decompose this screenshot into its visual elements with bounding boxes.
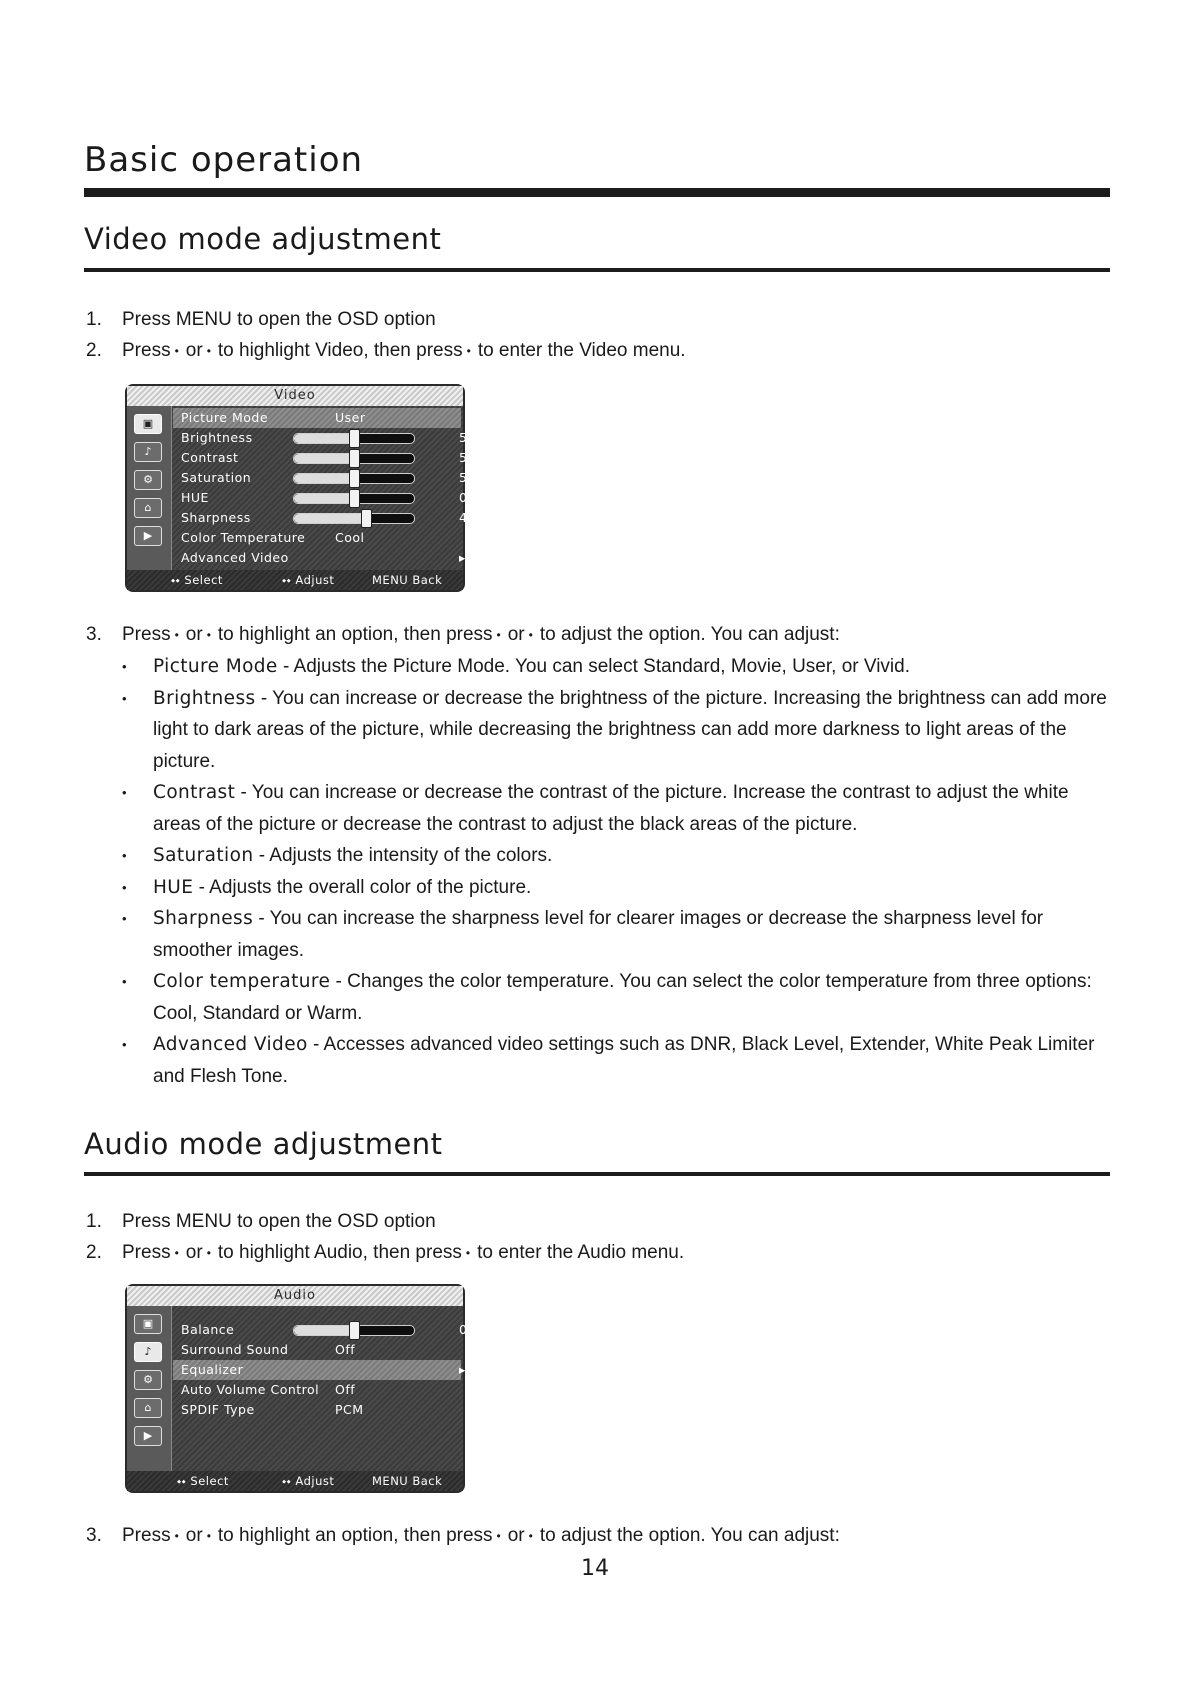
option-term: Color temperature — [153, 971, 331, 992]
osd-item-value: PCM — [335, 1402, 364, 1417]
list-item — [120, 1029, 1110, 1092]
osd-menu-item[interactable] — [173, 468, 476, 488]
button-dot-icon: • — [206, 343, 211, 358]
option-term: Brightness — [153, 687, 256, 709]
step-text: or — [185, 624, 203, 645]
osd-menu-item[interactable] — [173, 488, 468, 508]
step-text: to enter the Video menu. — [477, 340, 686, 361]
osd-menu-item[interactable] — [173, 528, 461, 548]
step-text: to highlight an option, then press — [217, 1525, 493, 1546]
step-text: Press — [122, 1525, 171, 1546]
osd-footer-adjust: ⬩⬩ Adjust — [282, 573, 335, 587]
picture-category-icon: ▣ — [134, 1314, 162, 1334]
step-text: or — [507, 1525, 525, 1546]
osd-menu-item[interactable] — [173, 408, 461, 428]
step-number: 1. — [86, 1211, 102, 1232]
osd-item-label: Brightness — [181, 430, 253, 445]
step-text: Press MENU to open the OSD option — [122, 309, 436, 330]
button-dot-icon: • — [528, 627, 533, 642]
osd-category-sidebar — [127, 406, 172, 570]
video-osd-menu — [125, 384, 476, 592]
button-dot-icon: • — [174, 627, 179, 642]
osd-item-label: Color Temperature — [181, 530, 306, 545]
osd-item-label: Picture Mode — [181, 410, 269, 425]
osd-level-slider[interactable] — [293, 493, 415, 504]
page-title: Basic operation — [84, 140, 364, 180]
osd-title: Audio — [127, 1286, 463, 1306]
option-description: - Changes the color temperature. You can select the color temperature from three options: Cool, Standard or Warm. — [153, 971, 1092, 1024]
step-text: to adjust the option. You can adjust: — [539, 624, 840, 645]
option-term: Contrast — [153, 782, 236, 803]
setup-category-icon: ⚙ — [134, 1370, 162, 1390]
step-text: to highlight Audio, then press — [217, 1242, 462, 1263]
osd-menu-item[interactable] — [173, 1360, 466, 1380]
step-text: Press — [122, 624, 171, 645]
step-text: to highlight an option, then press — [217, 624, 493, 645]
osd-level-slider[interactable] — [293, 433, 415, 444]
step-text: Press MENU to open the OSD option — [122, 1211, 436, 1232]
audio-step-2 — [86, 1242, 684, 1264]
audio-section-title: Audio mode adjustment — [84, 1127, 443, 1161]
option-description: - Adjusts the intensity of the colors. — [253, 845, 553, 866]
slider-knob[interactable] — [361, 509, 372, 528]
osd-title: Video — [127, 386, 463, 406]
osd-menu-item[interactable] — [173, 1380, 461, 1400]
osd-category-sidebar — [127, 1306, 172, 1471]
step-number: 3. — [86, 1525, 102, 1546]
osd-menu-item[interactable] — [173, 548, 466, 568]
osd-item-value: 50 — [459, 450, 476, 465]
osd-item-value: Cool — [335, 530, 365, 545]
button-dot-icon: • — [496, 1528, 501, 1543]
osd-item-label: Auto Volume Control — [181, 1382, 320, 1397]
step-number: 2. — [86, 1242, 102, 1263]
step-text: Press — [122, 340, 171, 361]
channel-category-icon: ▶ — [134, 1426, 162, 1446]
option-description: - You can increase the sharpness level for clearer images or decrease the sharpness level for smoother images. — [153, 908, 1044, 961]
button-dot-icon: • — [496, 627, 501, 642]
option-description: - You can increase or decrease the brightness of the picture. Increasing the brightness can add more light to dark areas of the picture, while decreasing the brightness can add more darkness to light areas of the picture. — [153, 687, 1107, 772]
osd-level-slider[interactable] — [293, 473, 415, 484]
list-item — [120, 777, 1110, 840]
audio-osd-menu — [125, 1284, 468, 1493]
lock-category-icon: ⌂ — [134, 1398, 162, 1418]
slider-knob[interactable] — [349, 469, 360, 488]
button-dot-icon: • — [206, 1528, 211, 1543]
step-number: 2. — [86, 340, 102, 361]
osd-level-slider[interactable] — [293, 513, 415, 524]
button-dot-icon: • — [466, 343, 471, 358]
osd-item-label: Advanced Video — [181, 550, 289, 565]
option-term: Advanced Video — [153, 1034, 308, 1055]
video-option-list — [120, 651, 1110, 1092]
submenu-arrow-icon: ▸ — [459, 550, 466, 565]
osd-footer — [127, 570, 463, 590]
osd-menu-item[interactable] — [173, 1400, 461, 1420]
step-number: 1. — [86, 309, 102, 330]
step-number: 3. — [86, 624, 102, 645]
osd-footer-select: ⬩⬩ Select — [171, 573, 223, 587]
button-dot-icon: • — [174, 1528, 179, 1543]
audio-category-icon: ♪ — [134, 442, 162, 462]
osd-item-label: Contrast — [181, 450, 239, 465]
osd-level-slider[interactable] — [293, 453, 415, 464]
option-term: HUE — [153, 876, 194, 898]
video-step-2 — [86, 340, 686, 362]
osd-menu-item[interactable] — [173, 508, 468, 528]
option-term: Saturation — [153, 845, 254, 866]
osd-item-value: 50 — [459, 470, 476, 485]
slider-knob[interactable] — [349, 449, 360, 468]
step-text: to adjust the option. You can adjust: — [539, 1525, 840, 1546]
step-text: or — [507, 624, 525, 645]
osd-footer — [127, 1471, 463, 1491]
option-description: - Adjusts the Picture Mode. You can select Standard, Movie, User, or Vivid. — [277, 656, 910, 677]
list-item — [120, 651, 1110, 683]
osd-item-value: User — [335, 410, 366, 425]
option-description: - You can increase or decrease the contrast of the picture. Increase the contrast to adjust the white areas of the picture or decrease the contrast to adjust the black areas of the picture. — [153, 782, 1069, 835]
button-dot-icon: • — [206, 1245, 211, 1260]
osd-item-value: 0 — [459, 1322, 468, 1337]
option-description: - Adjusts the overall color of the picture. — [193, 876, 532, 898]
osd-menu-item[interactable] — [173, 1340, 461, 1360]
video-section-rule — [84, 268, 1110, 272]
video-step-1 — [86, 309, 436, 331]
audio-category-icon: ♪ — [134, 1342, 162, 1362]
audio-section-rule — [84, 1172, 1110, 1176]
audio-step-3 — [86, 1525, 840, 1547]
button-dot-icon: • — [465, 1245, 471, 1260]
page-number: 14 — [581, 1556, 609, 1581]
video-section-title: Video mode adjustment — [84, 222, 442, 256]
slider-fill — [294, 454, 354, 463]
slider-fill — [294, 494, 354, 503]
osd-item-label: SPDIF Type — [181, 1402, 255, 1417]
slider-knob[interactable] — [349, 1321, 360, 1340]
lock-category-icon: ⌂ — [134, 498, 162, 518]
slider-fill — [294, 1326, 354, 1335]
video-step-3 — [86, 624, 840, 646]
list-item — [120, 840, 1110, 872]
slider-knob[interactable] — [349, 489, 360, 508]
button-dot-icon: • — [174, 343, 179, 358]
step-text: or — [185, 340, 203, 361]
osd-item-label: Balance — [181, 1322, 235, 1337]
option-term: Sharpness — [153, 908, 254, 929]
list-item — [120, 872, 1110, 904]
osd-item-value: Off — [335, 1342, 356, 1357]
osd-footer-back: MENU Back — [372, 1474, 443, 1488]
audio-step-1 — [86, 1211, 436, 1233]
osd-item-value: 0 — [459, 490, 468, 505]
osd-menu-item[interactable] — [173, 1320, 468, 1340]
slider-fill — [294, 474, 354, 483]
osd-item-value: Off — [335, 1382, 356, 1397]
setup-category-icon: ⚙ — [134, 470, 162, 490]
button-dot-icon: • — [528, 1528, 533, 1543]
button-dot-icon: • — [206, 627, 211, 642]
osd-item-label: Surround Sound — [181, 1342, 289, 1357]
osd-item-label: HUE — [181, 490, 209, 505]
step-text: or — [185, 1525, 203, 1546]
step-text: Press — [122, 1242, 171, 1263]
list-item — [120, 903, 1110, 966]
osd-menu-item[interactable] — [173, 428, 476, 448]
osd-level-slider[interactable] — [293, 1325, 415, 1336]
osd-item-value: 4 — [459, 510, 468, 525]
osd-item-label: Equalizer — [181, 1362, 244, 1377]
submenu-arrow-icon: ▸ — [459, 1362, 466, 1377]
osd-footer-adjust: ⬩⬩ Adjust — [282, 1474, 335, 1488]
list-item — [120, 683, 1110, 778]
slider-fill — [294, 514, 366, 523]
osd-item-label: Saturation — [181, 470, 252, 485]
option-term: Picture Mode — [153, 656, 278, 677]
slider-knob[interactable] — [349, 429, 360, 448]
osd-item-label: Sharpness — [181, 510, 251, 525]
channel-category-icon: ▶ — [134, 526, 162, 546]
title-rule — [84, 188, 1110, 197]
osd-footer-select: ⬩⬩ Select — [177, 1474, 229, 1488]
osd-footer-back: MENU Back — [372, 573, 443, 587]
step-text: to highlight Video, then press — [217, 340, 463, 361]
picture-category-icon: ▣ — [134, 414, 162, 434]
osd-item-value: 50 — [459, 430, 476, 445]
step-text: or — [185, 1242, 203, 1263]
step-text: to enter the Audio menu. — [477, 1242, 685, 1263]
list-item — [120, 966, 1110, 1029]
button-dot-icon: • — [174, 1245, 179, 1260]
slider-fill — [294, 434, 354, 443]
option-description: - Accesses advanced video settings such as DNR, Black Level, Extender, White Peak Limiter and Flesh Tone. — [153, 1034, 1095, 1087]
osd-menu-item[interactable] — [173, 448, 476, 468]
